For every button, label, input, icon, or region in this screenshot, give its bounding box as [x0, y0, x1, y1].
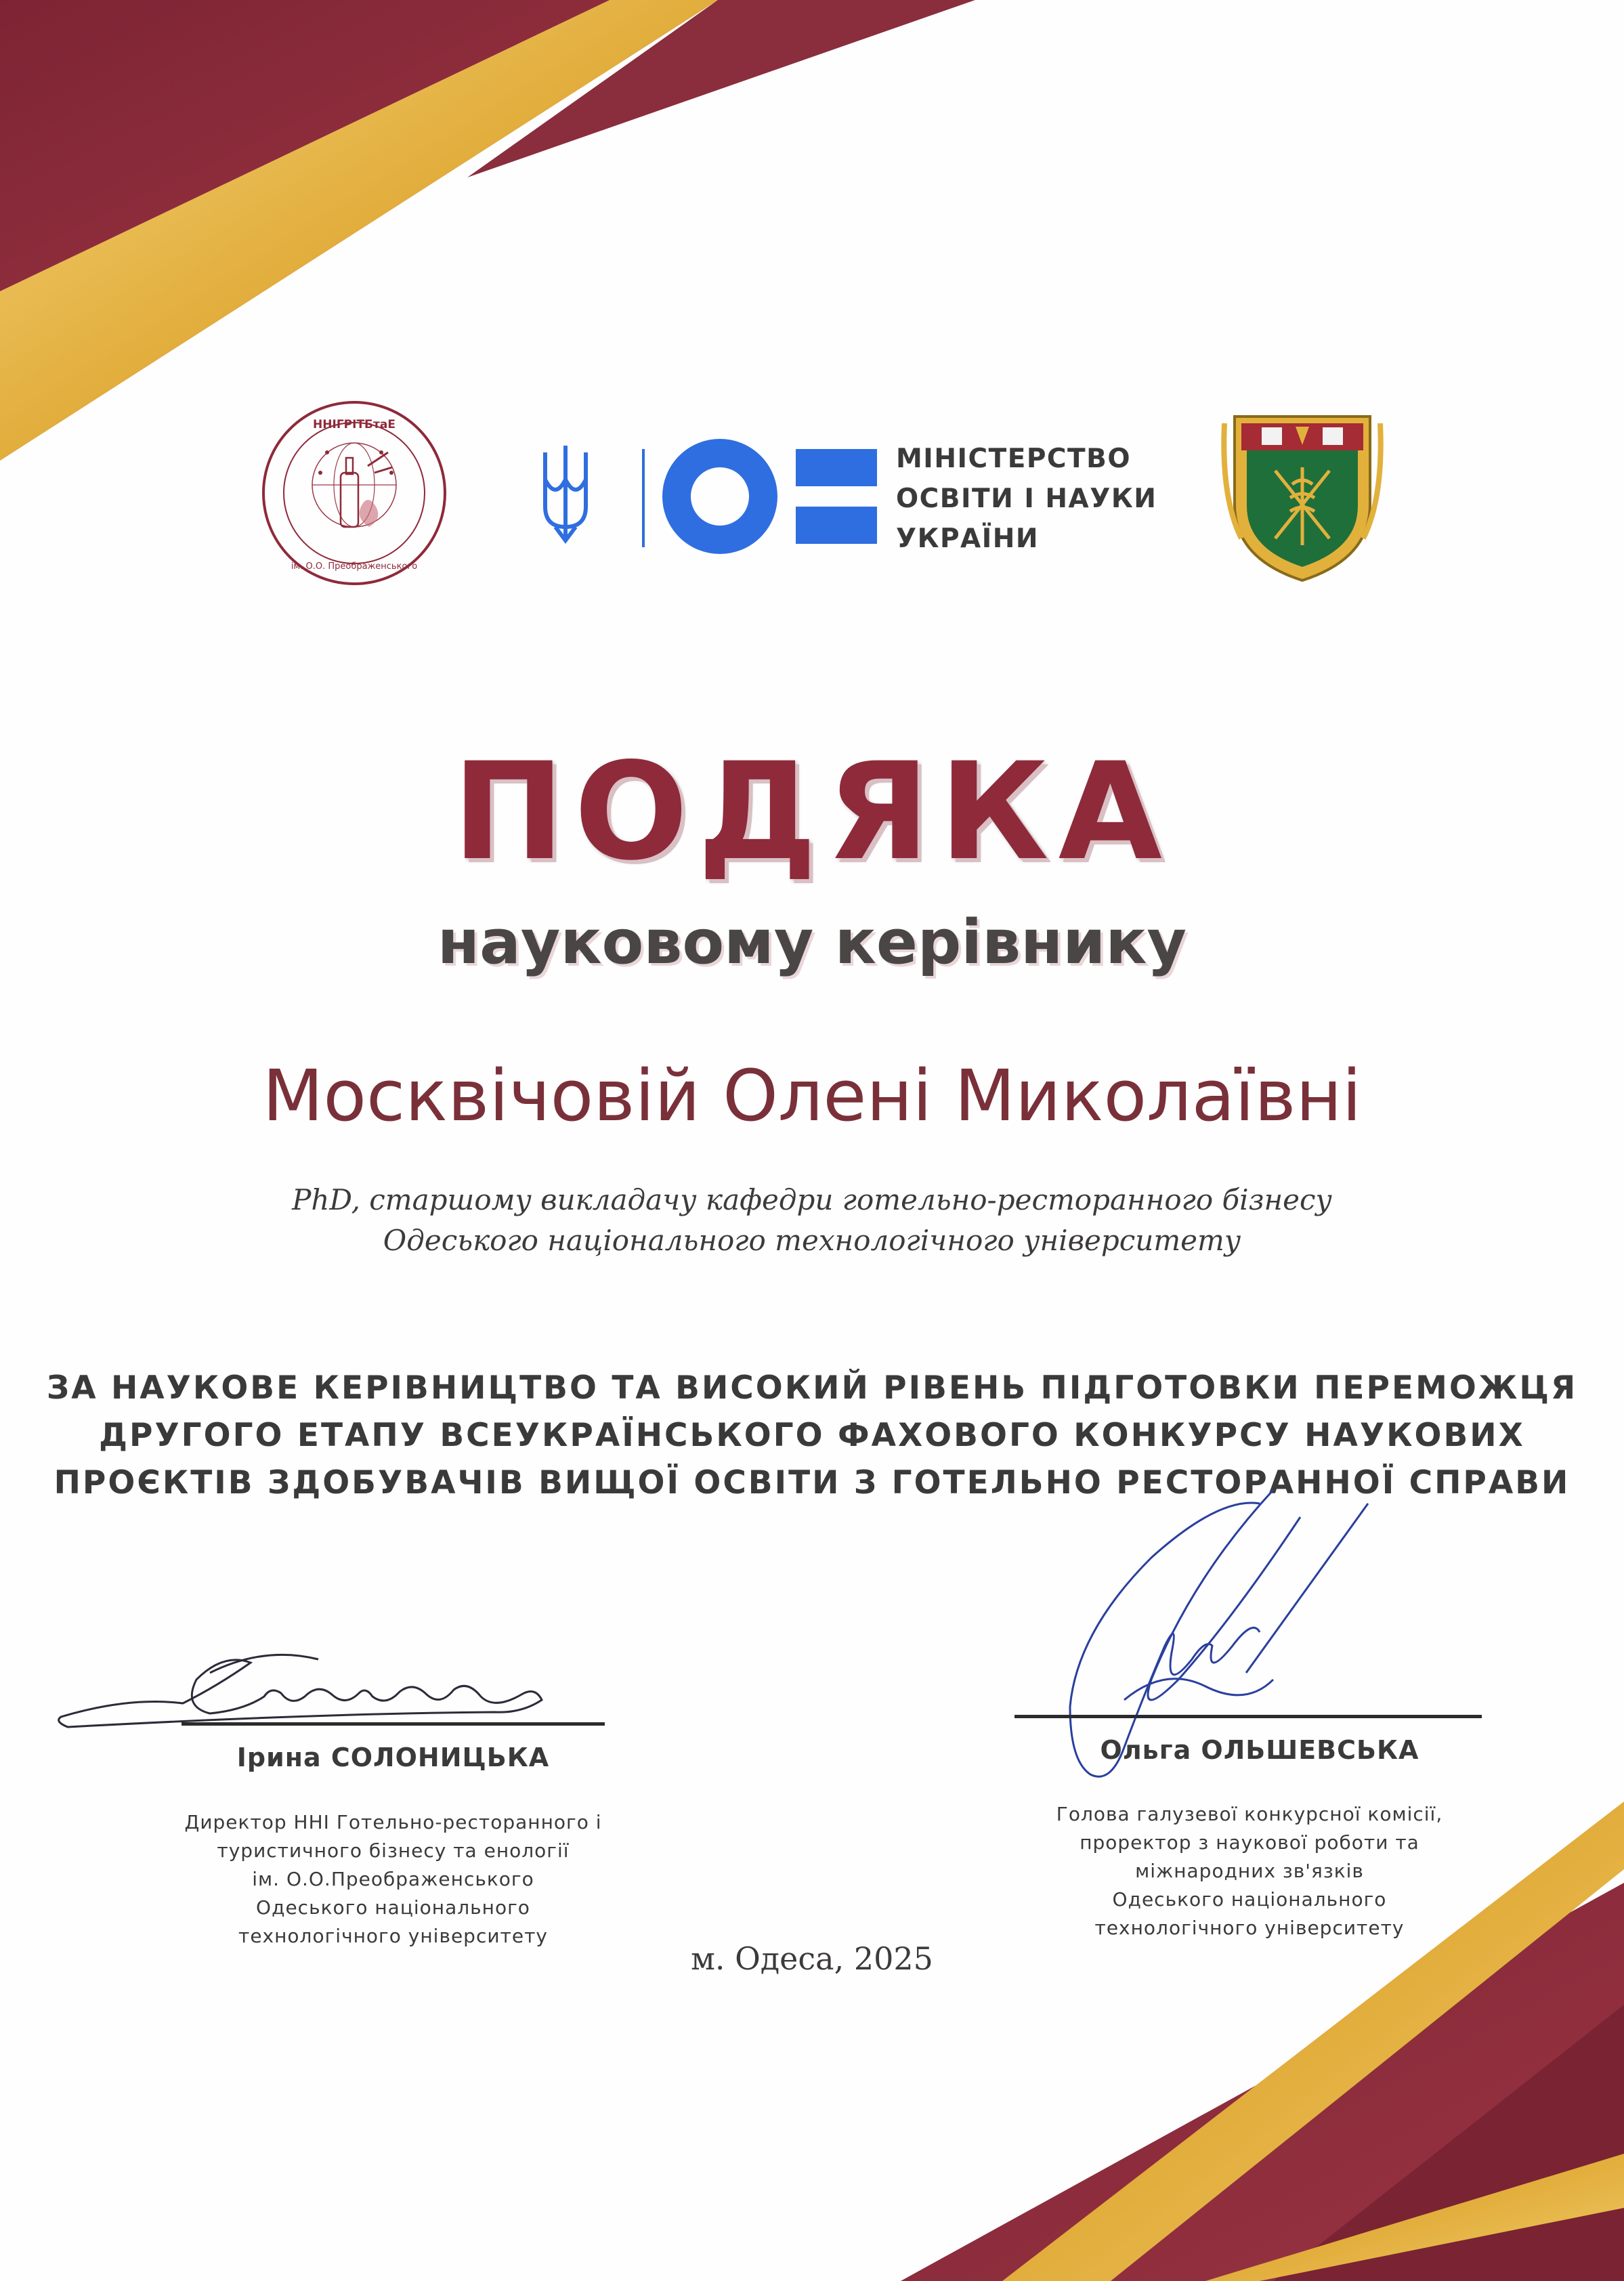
institute-emblem-icon: [259, 398, 449, 588]
right-signer-name: Ольга ОЛЬШЕВСЬКА: [1100, 1735, 1419, 1765]
recipient-position: PhD, старшому викладачу кафедри готельно-ресторанного бізнесу Одеського національного технологічного університету: [292, 1183, 1332, 1257]
award-reason: ЗА НАУКОВЕ КЕРІВНИЦТВО ТА ВИСОКИЙ РІВЕНЬ ПІДГОТОВКИ ПЕРЕМОЖЦЯ ДРУГОГО ЕТАПУ ВСЕУКРАЇНСЬКОГО ФАХОВОГО КОНКУРСУ НАУКОВИХ ПРОЄКТІВ ЗДОБУВАЧІВ ВИЩОЇ ОСВІТИ З ГОТЕЛЬНО РЕСТОРАННОЇ СПРАВИ: [46, 1369, 1578, 1501]
emblem-bottom-text: ім. О.О. Преображенського: [291, 561, 418, 572]
ministry-logo: [532, 439, 1175, 554]
city-year: м. Одеса, 2025: [691, 1940, 933, 1977]
left-signature-line: [181, 1722, 605, 1726]
certificate-title: ПОДЯКА: [452, 733, 1172, 890]
left-signer-name: Ірина СОЛОНИЦЬКА: [236, 1743, 550, 1772]
right-signature-line: [1014, 1715, 1482, 1718]
emblem-top-text: ННІГРІТБтаЕ: [313, 418, 396, 431]
left-signer-role: Директор ННІ Готельно-ресторанного і туристичного бізнесу та енології ім. О.О.Преображенського Одеського національного технологічного університету: [184, 1811, 602, 1947]
ministry-mark-icon: [532, 439, 897, 554]
trident-icon: [545, 446, 586, 540]
university-coat-of-arms-icon: [1221, 403, 1384, 586]
certificate-subtitle: науковому керівнику: [437, 907, 1187, 978]
right-signer-role: Голова галузевої конкурсної комісії, проректор з наукової роботи та міжнародних зв'язків Одеського національного технологічного університету: [1056, 1803, 1443, 1939]
recipient-name: Москвічовій Олені Миколаївні: [262, 1054, 1362, 1137]
ministry-name: МІНІСТЕРСТВО ОСВІТИ І НАУКИ УКРАЇНИ: [896, 444, 1157, 554]
